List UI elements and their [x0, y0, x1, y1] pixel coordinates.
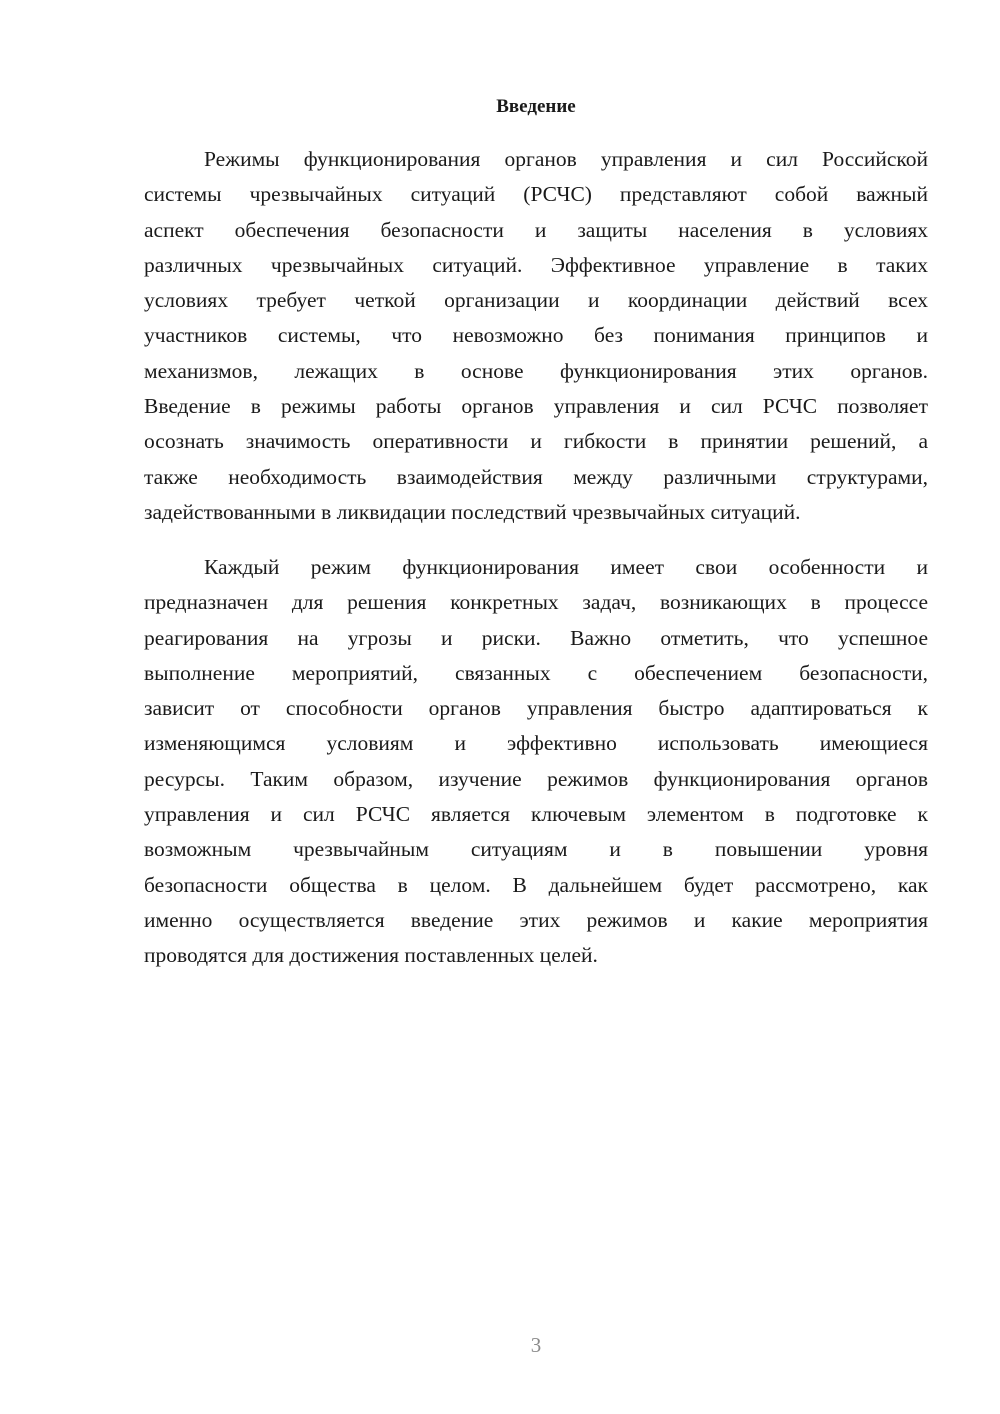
text-line: именно осуществляется введение этих режимов и какие мероприятия [144, 907, 928, 932]
text-line: осознать значимость оперативности и гибкости в принятии решений, а [144, 429, 928, 454]
paragraph-1 [144, 142, 928, 530]
section-heading: Введение [496, 96, 576, 117]
text-line: участников системы, что невозможно без понимания принципов и [144, 323, 928, 348]
text-line: механизмов, лежащих в основе функционирования этих органов. [144, 358, 928, 383]
paragraph-2 [144, 550, 928, 974]
text-line: безопасности общества в целом. В дальнейшем будет рассмотрено, как [144, 872, 928, 897]
text-line: условиях требует четкой организации и координации действий всех [144, 288, 928, 313]
text-line: также необходимость взаимодействия между различными структурами, [144, 464, 928, 489]
text-line: выполнение мероприятий, связанных с обеспечением безопасности, [144, 660, 928, 685]
text-line: Каждый режим функционирования имеет свои особенности и [204, 555, 928, 579]
text-line: аспект обеспечения безопасности и защиты населения в условиях [144, 217, 928, 242]
text-line: Режимы функционирования органов управления и сил Российской [204, 147, 928, 171]
text-line: проводятся для достижения поставленных целей. [144, 943, 598, 968]
text-line: Введение в режимы работы органов управления и сил РСЧС позволяет [144, 394, 928, 419]
page-number: 3 [530, 1333, 542, 1357]
text-line: системы чрезвычайных ситуаций (РСЧС) представляют собой важный [144, 182, 928, 207]
text-line: изменяющимся условиям и эффективно использовать имеющиеся [144, 731, 928, 756]
text-line: управления и сил РСЧС является ключевым элементом в подготовке к [144, 802, 928, 827]
text-line: ресурсы. Таким образом, изучение режимов функционирования органов [144, 766, 928, 791]
text-line: предназначен для решения конкретных задач, возникающих в процессе [144, 590, 928, 615]
text-line: реагирования на угрозы и риски. Важно отметить, что успешное [144, 625, 928, 650]
text-line: зависит от способности органов управления быстро адаптироваться к [144, 696, 928, 721]
text-line: возможным чрезвычайным ситуациям и в повышении уровня [144, 837, 928, 862]
text-line: задействованными в ликвидации последствий чрезвычайных ситуаций. [144, 499, 801, 524]
text-line: различных чрезвычайных ситуаций. Эффективное управление в таких [144, 252, 928, 277]
